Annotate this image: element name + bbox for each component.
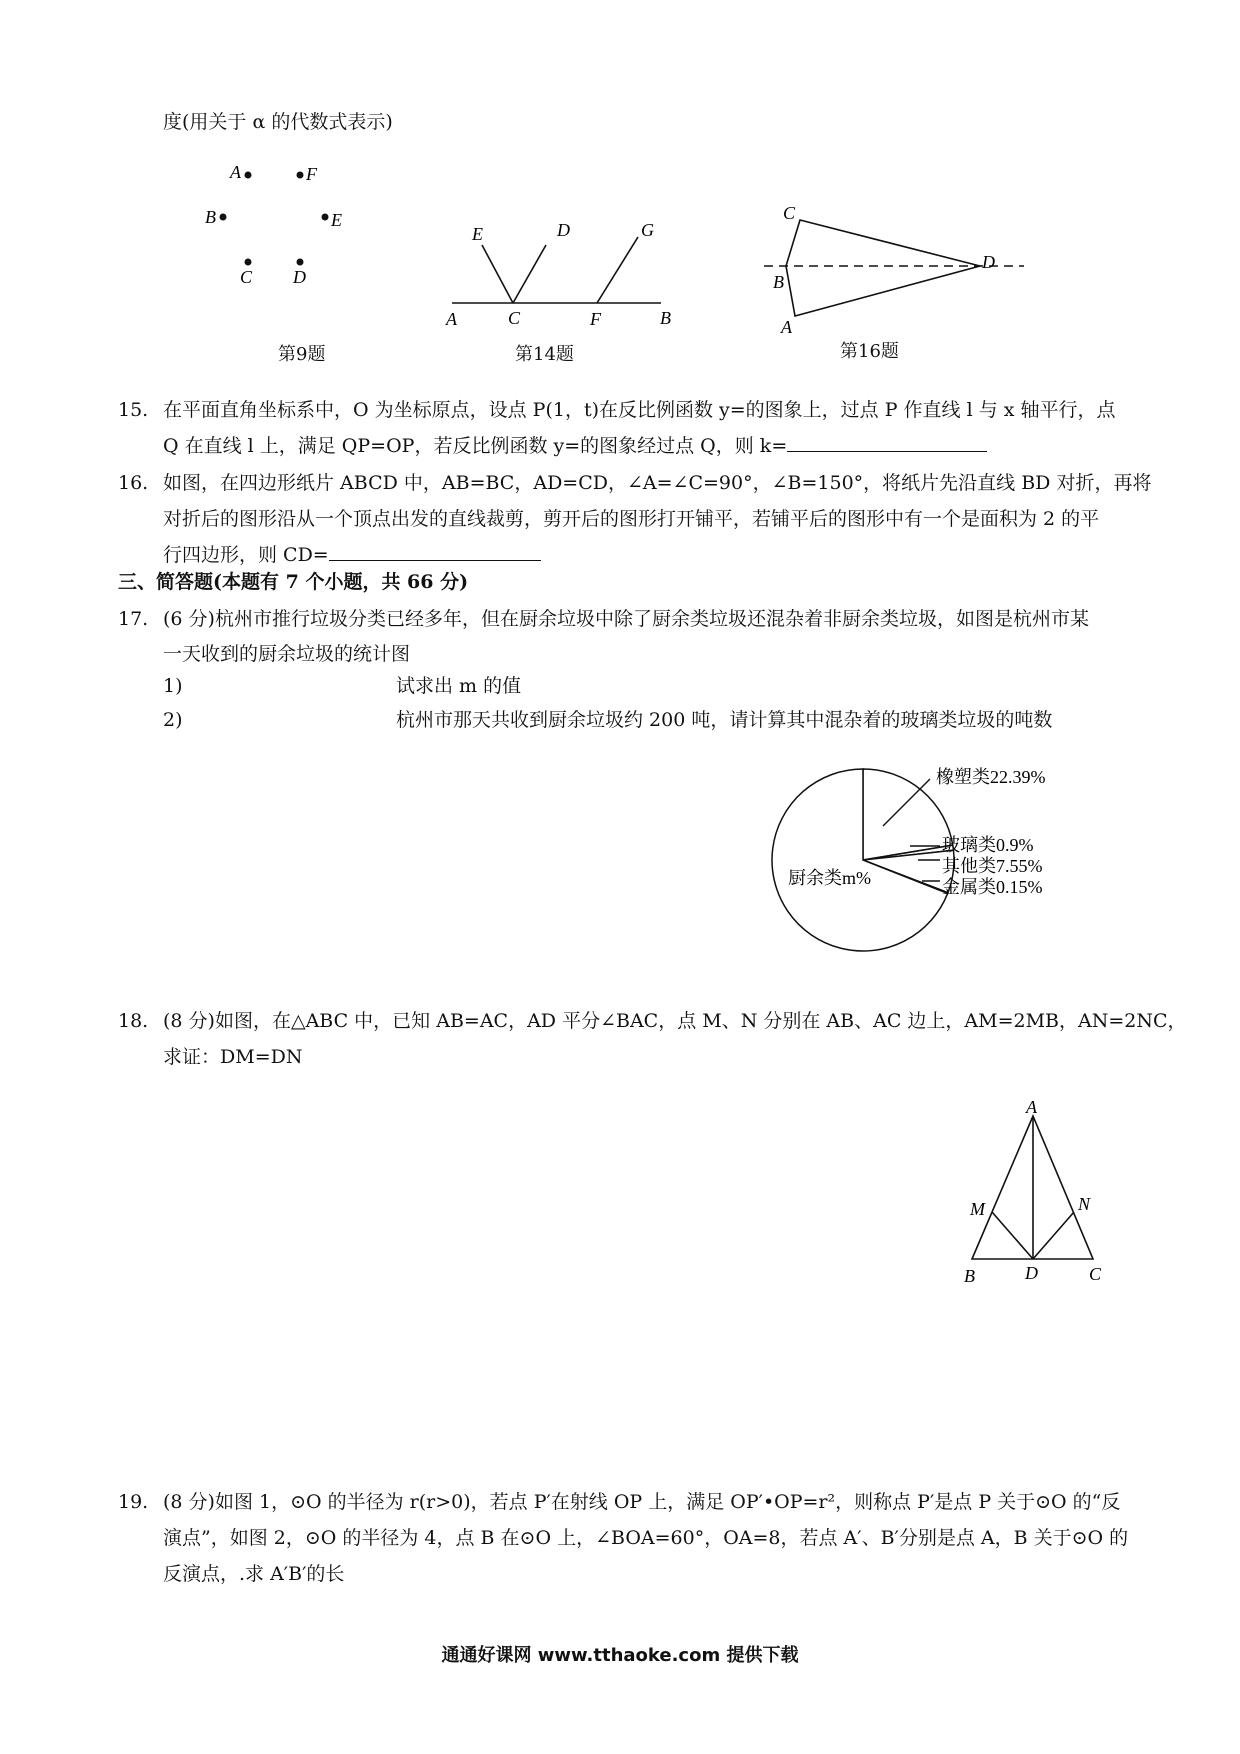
q17-line1: (6 分)杭州市推行垃圾分类已经多年，但在厨余垃圾中除了厨余类垃圾还混杂着非厨余类垃圾，如图是杭州市某	[163, 608, 1089, 630]
fig14-label-g: G	[641, 220, 654, 240]
intro-line: 度(用关于 α 的代数式表示)	[163, 111, 393, 133]
fig14-label-f: F	[590, 309, 601, 329]
fig16-label-d: D	[982, 252, 995, 272]
fig16-label-a: A	[781, 317, 792, 337]
fig9-label-d: D	[293, 267, 306, 287]
fig14-label-b: B	[660, 308, 671, 328]
fig9-label-e: E	[331, 210, 342, 230]
q17-number: 17.	[118, 608, 149, 630]
fig14-label-a: A	[446, 309, 457, 329]
figure-14	[438, 210, 688, 335]
q17-sub2-text: 杭州市那天共收到厨余垃圾约 200 吨，请计算其中混杂着的玻璃类垃圾的吨数	[396, 709, 1053, 731]
fig16-label-b: B	[773, 272, 784, 292]
q17-sub1-number: 1)	[163, 675, 183, 697]
figure-16	[756, 200, 1026, 340]
q17-sub2-number: 2)	[163, 709, 183, 731]
q18-line2: 求证：DM=DN	[163, 1046, 303, 1068]
section-3-heading: 三、简答题(本题有 7 个小题，共 66 分)	[118, 571, 469, 593]
q18-line1: (8 分)如图，在△ABC 中，已知 AB=AC，AD 平分∠BAC，点 M、N 分别在 AB、AC 边上，AM=2MB，AN=2NC，	[163, 1010, 1187, 1032]
q15-number: 15.	[118, 399, 149, 421]
fig16-label-c: C	[783, 203, 796, 223]
fig9-label-b: B	[205, 207, 216, 227]
fig9-label-c: C	[240, 267, 253, 287]
pie-label-metal: 金属类0.15%	[942, 877, 1043, 897]
fig9-caption: 第9题	[278, 344, 326, 365]
tri-label-b: B	[964, 1266, 975, 1286]
q15-line2: Q 在直线 l 上，满足 QP=OP，若反比例函数 y=的图象经过点 Q，则 k=	[163, 435, 788, 457]
fig14-caption: 第14题	[515, 344, 574, 365]
q16-answer-blank[interactable]	[329, 538, 541, 561]
q16-line3: 行四边形，则 CD=	[163, 544, 329, 566]
pie-label-kitchen: 厨余类m%	[788, 868, 871, 888]
tri-label-m: M	[970, 1199, 985, 1219]
fig14-label-e: E	[472, 224, 483, 244]
pie-label-plastic: 橡塑类22.39%	[936, 767, 1046, 787]
q17-sub1-text: 试求出 m 的值	[396, 675, 522, 697]
fig9-label-a: A	[230, 162, 241, 182]
footer-source: 通通好课网 www.tthaoke.com 提供下载	[441, 1645, 799, 1666]
pie-label-glass: 玻璃类0.9%	[942, 835, 1034, 855]
fig16-caption: 第16题	[840, 341, 899, 362]
q15-line1: 在平面直角坐标系中，O 为坐标原点，设点 P(1，t)在反比例函数 y=的图象上，过点 P 作直线 l 与 x 轴平行，点	[163, 399, 1116, 421]
q16-line2: 对折后的图形沿从一个顶点出发的直线裁剪，剪开后的图形打开铺平，若铺平后的图形中有一个是面积为 2 的平	[163, 508, 1100, 530]
q15-answer-blank[interactable]	[787, 429, 987, 452]
tri-label-d: D	[1025, 1263, 1038, 1283]
q17-line2: 一天收到的厨余垃圾的统计图	[163, 643, 411, 665]
q19-line2: 演点”，如图 2，⊙O 的半径为 4，点 B 在⊙O 上，∠BOA=60°，OA=8，若点 A′、B′分别是点 A，B 关于⊙O 的	[163, 1527, 1129, 1549]
q19-number: 19.	[118, 1491, 149, 1513]
tri-label-a: A	[1026, 1098, 1037, 1117]
pie-label-other: 其他类7.55%	[942, 856, 1043, 876]
fig14-label-c: C	[508, 308, 521, 328]
figure-9	[200, 150, 370, 295]
tri-label-c: C	[1089, 1264, 1102, 1284]
q16-number: 16.	[118, 472, 149, 494]
q16-line1: 如图，在四边形纸片 ABCD 中，AB=BC，AD=CD，∠A=∠C=90°，∠B=150°，将纸片先沿直线 BD 对折，再将	[163, 472, 1152, 494]
q18-number: 18.	[118, 1010, 149, 1032]
q18-triangle-figure	[955, 1098, 1125, 1293]
tri-label-n: N	[1078, 1194, 1091, 1214]
fig9-label-f: F	[306, 164, 317, 184]
q19-line3: 反演点，.求 A′B′的长	[163, 1563, 345, 1585]
q19-line1: (8 分)如图 1，⊙O 的半径为 r(r>0)，若点 P′在射线 OP 上，满足 OP′•OP=r²，则称点 P′是点 P 关于⊙O 的“反	[163, 1491, 1121, 1513]
fig14-label-d: D	[557, 220, 570, 240]
pie-chart	[770, 760, 1130, 960]
